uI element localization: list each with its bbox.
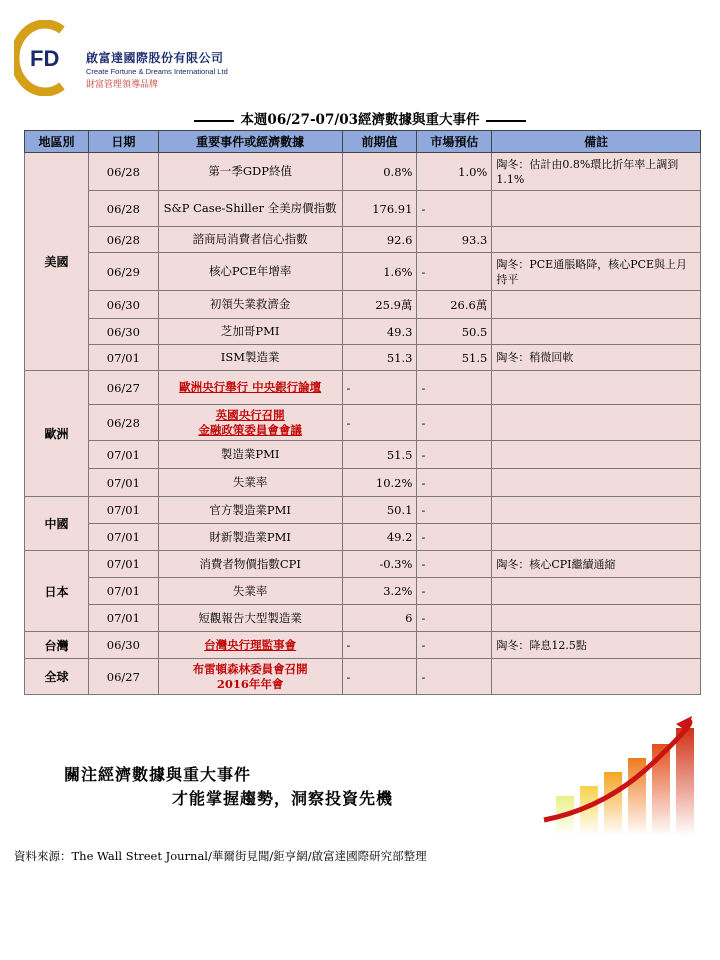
previous-cell: 51.3 <box>342 345 417 371</box>
estimate-cell: - <box>417 551 492 578</box>
note-cell: 陶冬：降息12.5點 <box>492 632 701 659</box>
estimate-cell: - <box>417 578 492 605</box>
date-cell: 06/28 <box>88 227 158 253</box>
date-cell: 06/27 <box>88 659 158 695</box>
table-row <box>25 469 701 497</box>
date-cell: 07/01 <box>88 605 158 632</box>
estimate-cell: 1.0% <box>417 153 492 191</box>
event-cell: 官方製造業PMI <box>158 497 342 524</box>
event-line-1: 英國央行召開 <box>215 407 285 422</box>
table-row <box>25 578 701 605</box>
table-row <box>25 497 701 524</box>
table-row <box>25 253 701 291</box>
note-cell <box>492 227 701 253</box>
logo-mark-icon <box>14 20 76 96</box>
previous-cell: 0.8% <box>342 153 417 191</box>
company-name-cn: 啟富達國際股份有限公司 <box>86 51 224 65</box>
note-cell <box>492 605 701 632</box>
event-cell: 失業率 <box>158 469 342 497</box>
table-row <box>25 405 701 441</box>
note-cell: 陶冬：稍微回軟 <box>492 345 701 371</box>
title-rule-left <box>194 120 234 122</box>
event-cell: 短觀報告大型製造業 <box>158 605 342 632</box>
previous-cell: 51.5 <box>342 441 417 469</box>
table-row <box>25 191 701 227</box>
event-cell: 第一季GDP終值 <box>158 153 342 191</box>
note-cell <box>492 578 701 605</box>
table-row <box>25 345 701 371</box>
note-cell <box>492 191 701 227</box>
estimate-cell: 51.5 <box>417 345 492 371</box>
estimate-cell: 93.3 <box>417 227 492 253</box>
date-cell: 06/28 <box>88 153 158 191</box>
company-name-en: Create Fortune & Dreams International Ltd <box>86 67 228 76</box>
event-cell: 初領失業救濟金 <box>158 291 342 319</box>
header-estimate: 市場預估 <box>417 131 492 153</box>
table-row <box>25 291 701 319</box>
note-cell <box>492 405 701 441</box>
company-logo <box>14 14 274 104</box>
note-cell <box>492 319 701 345</box>
event-line-2: 金融政策委員會會議 <box>198 422 302 437</box>
date-cell: 06/29 <box>88 253 158 291</box>
table-row <box>25 551 701 578</box>
previous-cell: 49.2 <box>342 524 417 551</box>
region-cell: 中國 <box>25 497 89 551</box>
date-cell: 06/30 <box>88 291 158 319</box>
tagline-line-1: 關注經濟數據與重大事件 <box>64 765 252 784</box>
event-cell: 製造業PMI <box>158 441 342 469</box>
estimate-cell: 26.6萬 <box>417 291 492 319</box>
event-cell: S&P Case-Shiller 全美房價指數 <box>158 191 342 227</box>
economic-events-table <box>24 130 701 695</box>
event-cell <box>158 659 342 695</box>
title-rule-right <box>486 120 526 122</box>
previous-cell: 1.6% <box>342 253 417 291</box>
event-cell: 消費者物價指數CPI <box>158 551 342 578</box>
date-cell: 07/01 <box>88 578 158 605</box>
table-row <box>25 319 701 345</box>
title-text: 本週06/27-07/03經濟數據與重大事件 <box>240 112 480 128</box>
previous-cell: - <box>342 632 417 659</box>
previous-cell: 49.3 <box>342 319 417 345</box>
estimate-cell: - <box>417 253 492 291</box>
event-cell: 歐洲央行舉行 中央銀行論壇 <box>158 371 342 405</box>
header-note: 備註 <box>492 131 701 153</box>
estimate-cell: - <box>417 405 492 441</box>
region-cell: 歐洲 <box>25 371 89 497</box>
region-cell: 美國 <box>25 153 89 371</box>
note-cell <box>492 497 701 524</box>
date-cell: 06/27 <box>88 371 158 405</box>
region-cell: 台灣 <box>25 632 89 659</box>
estimate-cell: - <box>417 524 492 551</box>
estimate-cell: - <box>417 371 492 405</box>
illustration-bar <box>676 728 694 836</box>
date-cell: 07/01 <box>88 551 158 578</box>
date-cell: 07/01 <box>88 497 158 524</box>
event-line-2: 2016年年會 <box>216 676 284 691</box>
event-cell: 台灣央行理監事會 <box>158 632 342 659</box>
date-cell: 06/30 <box>88 319 158 345</box>
page-title <box>0 108 720 128</box>
region-cell: 全球 <box>25 659 89 695</box>
estimate-cell: - <box>417 191 492 227</box>
tagline-line-2: 才能掌握趨勢，洞察投資先機 <box>172 789 394 808</box>
date-cell: 06/28 <box>88 405 158 441</box>
estimate-cell: - <box>417 469 492 497</box>
previous-cell: - <box>342 371 417 405</box>
table-row <box>25 153 701 191</box>
note-cell <box>492 469 701 497</box>
table-row <box>25 227 701 253</box>
note-cell: 陶冬：估計由0.8%環比折年率上調到1.1% <box>492 153 701 191</box>
date-cell: 07/01 <box>88 441 158 469</box>
event-line-1: 布雷頓森林委員會召開 <box>192 661 308 676</box>
event-cell: 失業率 <box>158 578 342 605</box>
note-cell <box>492 291 701 319</box>
event-cell: 芝加哥PMI <box>158 319 342 345</box>
note-cell <box>492 659 701 695</box>
note-cell <box>492 524 701 551</box>
region-cell: 日本 <box>25 551 89 632</box>
previous-cell: 10.2% <box>342 469 417 497</box>
growth-chart-illustration <box>536 716 706 836</box>
table-row <box>25 632 701 659</box>
event-cell: 諮商局消費者信心指數 <box>158 227 342 253</box>
estimate-cell: 50.5 <box>417 319 492 345</box>
header-region: 地區別 <box>25 131 89 153</box>
header-previous: 前期值 <box>342 131 417 153</box>
table-row <box>25 605 701 632</box>
event-cell: ISM製造業 <box>158 345 342 371</box>
previous-cell: 6 <box>342 605 417 632</box>
note-cell <box>492 441 701 469</box>
previous-cell: 176.91 <box>342 191 417 227</box>
previous-cell: -0.3% <box>342 551 417 578</box>
logo-mark-text: FD <box>30 46 60 71</box>
date-cell: 07/01 <box>88 469 158 497</box>
previous-cell: 50.1 <box>342 497 417 524</box>
date-cell: 07/01 <box>88 345 158 371</box>
date-cell: 06/28 <box>88 191 158 227</box>
source-note: 資料來源：The Wall Street Journal/華爾街見聞/鉅亨網/啟富達國際研究部整理 <box>14 849 427 863</box>
estimate-cell: - <box>417 605 492 632</box>
previous-cell: - <box>342 405 417 441</box>
illustration-bar <box>604 772 622 836</box>
header-date: 日期 <box>88 131 158 153</box>
company-slogan: 財富管理領導品牌 <box>86 80 159 90</box>
estimate-cell: - <box>417 441 492 469</box>
note-cell <box>492 371 701 405</box>
previous-cell: 92.6 <box>342 227 417 253</box>
previous-cell: - <box>342 659 417 695</box>
note-cell: 陶冬：PCE通脹略降，核心PCE與上月持平 <box>492 253 701 291</box>
table-row <box>25 441 701 469</box>
note-cell: 陶冬：核心CPI繼續通縮 <box>492 551 701 578</box>
previous-cell: 3.2% <box>342 578 417 605</box>
date-cell: 07/01 <box>88 524 158 551</box>
event-cell: 財新製造業PMI <box>158 524 342 551</box>
table-row <box>25 371 701 405</box>
event-cell <box>158 405 342 441</box>
estimate-cell: - <box>417 632 492 659</box>
date-cell: 06/30 <box>88 632 158 659</box>
table-row <box>25 524 701 551</box>
estimate-cell: - <box>417 497 492 524</box>
table-row <box>25 659 701 695</box>
event-cell: 核心PCE年增率 <box>158 253 342 291</box>
header-event: 重要事件或經濟數據 <box>158 131 342 153</box>
previous-cell: 25.9萬 <box>342 291 417 319</box>
table-header-row <box>25 131 701 153</box>
estimate-cell: - <box>417 659 492 695</box>
